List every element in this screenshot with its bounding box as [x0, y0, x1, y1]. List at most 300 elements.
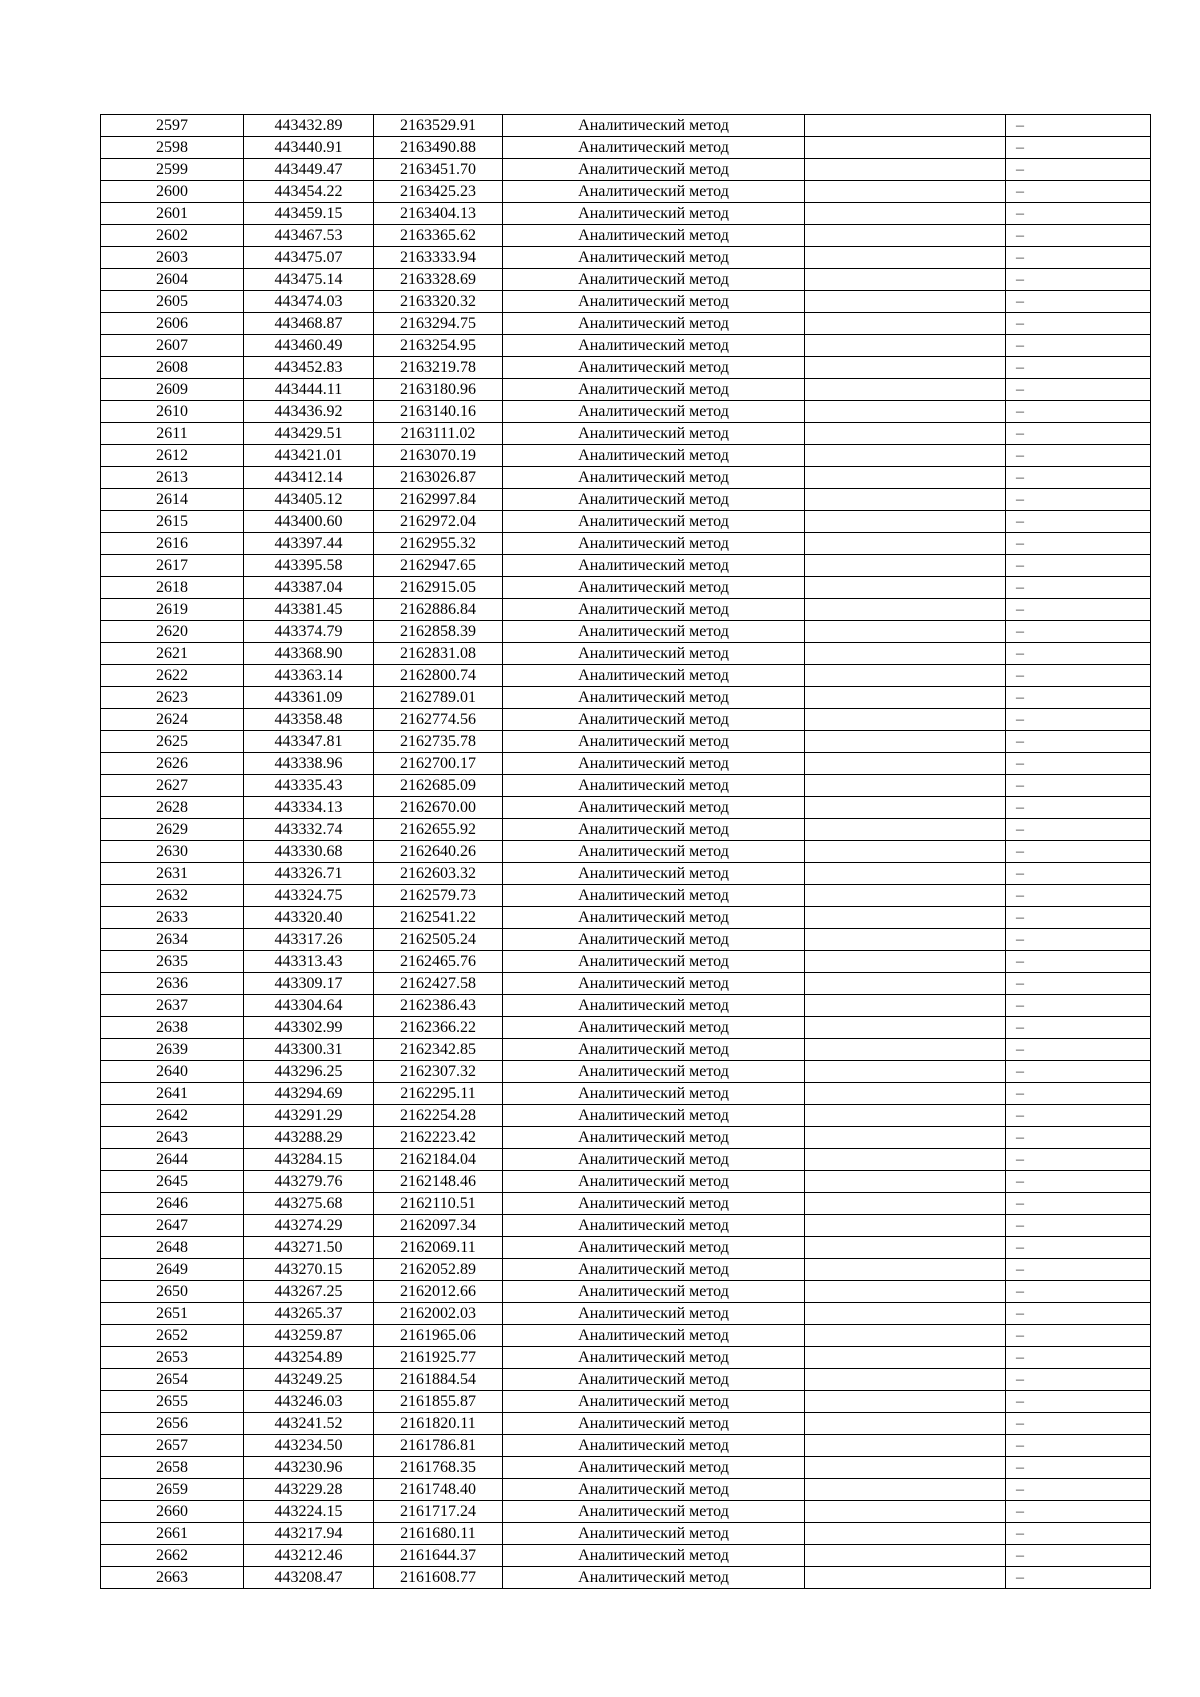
y-coordinate-cell: 2161965.06 [374, 1325, 503, 1347]
y-coordinate-cell: 2163333.94 [374, 247, 503, 269]
y-coordinate-cell: 2161748.40 [374, 1479, 503, 1501]
x-coordinate-cell: 443381.45 [244, 599, 374, 621]
point-number-cell: 2635 [101, 951, 244, 973]
y-coordinate-cell: 2163328.69 [374, 269, 503, 291]
x-coordinate-cell: 443436.92 [244, 401, 374, 423]
accuracy-cell [805, 1039, 1006, 1061]
point-number-cell: 2652 [101, 1325, 244, 1347]
method-cell: Аналитический метод [503, 1061, 805, 1083]
description-cell: – [1006, 423, 1151, 445]
point-number-cell: 2656 [101, 1413, 244, 1435]
table-row [101, 951, 1151, 973]
x-coordinate-cell: 443241.52 [244, 1413, 374, 1435]
method-cell: Аналитический метод [503, 863, 805, 885]
table-row [101, 929, 1151, 951]
x-coordinate-cell: 443271.50 [244, 1237, 374, 1259]
method-cell: Аналитический метод [503, 1105, 805, 1127]
accuracy-cell [805, 555, 1006, 577]
point-number-cell: 2630 [101, 841, 244, 863]
method-cell: Аналитический метод [503, 159, 805, 181]
accuracy-cell [805, 1083, 1006, 1105]
point-number-cell: 2617 [101, 555, 244, 577]
method-cell: Аналитический метод [503, 687, 805, 709]
method-cell: Аналитический метод [503, 291, 805, 313]
description-cell: – [1006, 489, 1151, 511]
accuracy-cell [805, 1127, 1006, 1149]
point-number-cell: 2654 [101, 1369, 244, 1391]
x-coordinate-cell: 443229.28 [244, 1479, 374, 1501]
table-row [101, 489, 1151, 511]
description-cell: – [1006, 313, 1151, 335]
y-coordinate-cell: 2162110.51 [374, 1193, 503, 1215]
accuracy-cell [805, 1369, 1006, 1391]
method-cell: Аналитический метод [503, 1347, 805, 1369]
accuracy-cell [805, 291, 1006, 313]
x-coordinate-cell: 443296.25 [244, 1061, 374, 1083]
accuracy-cell [805, 753, 1006, 775]
method-cell: Аналитический метод [503, 225, 805, 247]
point-number-cell: 2655 [101, 1391, 244, 1413]
description-cell: – [1006, 907, 1151, 929]
description-cell: – [1006, 1501, 1151, 1523]
accuracy-cell [805, 1567, 1006, 1589]
x-coordinate-cell: 443320.40 [244, 907, 374, 929]
x-coordinate-cell: 443444.11 [244, 379, 374, 401]
description-cell: – [1006, 1303, 1151, 1325]
method-cell: Аналитический метод [503, 1369, 805, 1391]
accuracy-cell [805, 1017, 1006, 1039]
accuracy-cell [805, 951, 1006, 973]
accuracy-cell [805, 115, 1006, 137]
point-number-cell: 2611 [101, 423, 244, 445]
y-coordinate-cell: 2163451.70 [374, 159, 503, 181]
x-coordinate-cell: 443454.22 [244, 181, 374, 203]
method-cell: Аналитический метод [503, 731, 805, 753]
method-cell: Аналитический метод [503, 1215, 805, 1237]
table-row [101, 1325, 1151, 1347]
method-cell: Аналитический метод [503, 467, 805, 489]
x-coordinate-cell: 443212.46 [244, 1545, 374, 1567]
table-row [101, 203, 1151, 225]
point-number-cell: 2602 [101, 225, 244, 247]
accuracy-cell [805, 203, 1006, 225]
method-cell: Аналитический метод [503, 1171, 805, 1193]
table-row [101, 753, 1151, 775]
table-row [101, 181, 1151, 203]
description-cell: – [1006, 181, 1151, 203]
table-row [101, 357, 1151, 379]
table-row [101, 1281, 1151, 1303]
table-row [101, 467, 1151, 489]
y-coordinate-cell: 2163254.95 [374, 335, 503, 357]
method-cell: Аналитический метод [503, 1457, 805, 1479]
point-number-cell: 2609 [101, 379, 244, 401]
table-row [101, 533, 1151, 555]
x-coordinate-cell: 443475.14 [244, 269, 374, 291]
x-coordinate-cell: 443405.12 [244, 489, 374, 511]
description-cell: – [1006, 577, 1151, 599]
x-coordinate-cell: 443302.99 [244, 1017, 374, 1039]
method-cell: Аналитический метод [503, 1435, 805, 1457]
y-coordinate-cell: 2162735.78 [374, 731, 503, 753]
table-row [101, 379, 1151, 401]
y-coordinate-cell: 2162640.26 [374, 841, 503, 863]
table-row [101, 907, 1151, 929]
y-coordinate-cell: 2161884.54 [374, 1369, 503, 1391]
y-coordinate-cell: 2162655.92 [374, 819, 503, 841]
point-number-cell: 2662 [101, 1545, 244, 1567]
description-cell: – [1006, 819, 1151, 841]
y-coordinate-cell: 2162254.28 [374, 1105, 503, 1127]
accuracy-cell [805, 995, 1006, 1017]
x-coordinate-cell: 443335.43 [244, 775, 374, 797]
point-number-cell: 2624 [101, 709, 244, 731]
accuracy-cell [805, 577, 1006, 599]
y-coordinate-cell: 2163026.87 [374, 467, 503, 489]
description-cell: – [1006, 115, 1151, 137]
point-number-cell: 2633 [101, 907, 244, 929]
x-coordinate-cell: 443330.68 [244, 841, 374, 863]
y-coordinate-cell: 2163365.62 [374, 225, 503, 247]
description-cell: – [1006, 643, 1151, 665]
accuracy-cell [805, 511, 1006, 533]
description-cell: – [1006, 1369, 1151, 1391]
point-number-cell: 2640 [101, 1061, 244, 1083]
y-coordinate-cell: 2162307.32 [374, 1061, 503, 1083]
x-coordinate-cell: 443234.50 [244, 1435, 374, 1457]
table-row [101, 797, 1151, 819]
x-coordinate-cell: 443313.43 [244, 951, 374, 973]
description-cell: – [1006, 753, 1151, 775]
point-number-cell: 2659 [101, 1479, 244, 1501]
table-row [101, 577, 1151, 599]
point-number-cell: 2623 [101, 687, 244, 709]
method-cell: Аналитический метод [503, 621, 805, 643]
table-row [101, 1435, 1151, 1457]
point-number-cell: 2657 [101, 1435, 244, 1457]
point-number-cell: 2616 [101, 533, 244, 555]
y-coordinate-cell: 2163219.78 [374, 357, 503, 379]
description-cell: – [1006, 1259, 1151, 1281]
description-cell: – [1006, 1171, 1151, 1193]
y-coordinate-cell: 2162579.73 [374, 885, 503, 907]
x-coordinate-cell: 443326.71 [244, 863, 374, 885]
x-coordinate-cell: 443274.29 [244, 1215, 374, 1237]
point-number-cell: 2620 [101, 621, 244, 643]
description-cell: – [1006, 1193, 1151, 1215]
table-row [101, 1127, 1151, 1149]
y-coordinate-cell: 2162886.84 [374, 599, 503, 621]
method-cell: Аналитический метод [503, 1127, 805, 1149]
table-row [101, 291, 1151, 313]
method-cell: Аналитический метод [503, 1083, 805, 1105]
method-cell: Аналитический метод [503, 555, 805, 577]
table-row [101, 599, 1151, 621]
coordinates-table-body [101, 115, 1151, 1589]
description-cell: – [1006, 357, 1151, 379]
description-cell: – [1006, 1237, 1151, 1259]
x-coordinate-cell: 443324.75 [244, 885, 374, 907]
x-coordinate-cell: 443208.47 [244, 1567, 374, 1589]
x-coordinate-cell: 443467.53 [244, 225, 374, 247]
accuracy-cell [805, 225, 1006, 247]
y-coordinate-cell: 2161608.77 [374, 1567, 503, 1589]
point-number-cell: 2598 [101, 137, 244, 159]
description-cell: – [1006, 599, 1151, 621]
x-coordinate-cell: 443332.74 [244, 819, 374, 841]
table-row [101, 1259, 1151, 1281]
point-number-cell: 2644 [101, 1149, 244, 1171]
description-cell: – [1006, 203, 1151, 225]
accuracy-cell [805, 841, 1006, 863]
point-number-cell: 2651 [101, 1303, 244, 1325]
y-coordinate-cell: 2162505.24 [374, 929, 503, 951]
table-row [101, 1149, 1151, 1171]
method-cell: Аналитический метод [503, 995, 805, 1017]
accuracy-cell [805, 1347, 1006, 1369]
x-coordinate-cell: 443259.87 [244, 1325, 374, 1347]
y-coordinate-cell: 2161855.87 [374, 1391, 503, 1413]
point-number-cell: 2634 [101, 929, 244, 951]
accuracy-cell [805, 731, 1006, 753]
accuracy-cell [805, 247, 1006, 269]
description-cell: – [1006, 1479, 1151, 1501]
point-number-cell: 2631 [101, 863, 244, 885]
table-row [101, 841, 1151, 863]
method-cell: Аналитический метод [503, 445, 805, 467]
y-coordinate-cell: 2162386.43 [374, 995, 503, 1017]
accuracy-cell [805, 1215, 1006, 1237]
method-cell: Аналитический метод [503, 1303, 805, 1325]
x-coordinate-cell: 443284.15 [244, 1149, 374, 1171]
point-number-cell: 2618 [101, 577, 244, 599]
method-cell: Аналитический метод [503, 1259, 805, 1281]
y-coordinate-cell: 2162097.34 [374, 1215, 503, 1237]
accuracy-cell [805, 709, 1006, 731]
method-cell: Аналитический метод [503, 643, 805, 665]
method-cell: Аналитический метод [503, 247, 805, 269]
description-cell: – [1006, 687, 1151, 709]
accuracy-cell [805, 1237, 1006, 1259]
y-coordinate-cell: 2162955.32 [374, 533, 503, 555]
x-coordinate-cell: 443363.14 [244, 665, 374, 687]
accuracy-cell [805, 1193, 1006, 1215]
y-coordinate-cell: 2162670.00 [374, 797, 503, 819]
point-number-cell: 2610 [101, 401, 244, 423]
accuracy-cell [805, 973, 1006, 995]
description-cell: – [1006, 291, 1151, 313]
x-coordinate-cell: 443421.01 [244, 445, 374, 467]
description-cell: – [1006, 731, 1151, 753]
accuracy-cell [805, 1501, 1006, 1523]
point-number-cell: 2626 [101, 753, 244, 775]
table-row [101, 643, 1151, 665]
accuracy-cell [805, 1171, 1006, 1193]
table-row [101, 1457, 1151, 1479]
description-cell: – [1006, 1457, 1151, 1479]
method-cell: Аналитический метод [503, 841, 805, 863]
description-cell: – [1006, 159, 1151, 181]
table-row [101, 863, 1151, 885]
accuracy-cell [805, 797, 1006, 819]
point-number-cell: 2614 [101, 489, 244, 511]
point-number-cell: 2600 [101, 181, 244, 203]
table-row [101, 1347, 1151, 1369]
accuracy-cell [805, 533, 1006, 555]
y-coordinate-cell: 2161717.24 [374, 1501, 503, 1523]
point-number-cell: 2604 [101, 269, 244, 291]
table-row [101, 423, 1151, 445]
description-cell: – [1006, 951, 1151, 973]
y-coordinate-cell: 2162858.39 [374, 621, 503, 643]
table-row [101, 555, 1151, 577]
accuracy-cell [805, 819, 1006, 841]
point-number-cell: 2645 [101, 1171, 244, 1193]
x-coordinate-cell: 443279.76 [244, 1171, 374, 1193]
point-number-cell: 2632 [101, 885, 244, 907]
method-cell: Аналитический метод [503, 1039, 805, 1061]
table-row [101, 973, 1151, 995]
accuracy-cell [805, 1325, 1006, 1347]
y-coordinate-cell: 2162789.01 [374, 687, 503, 709]
x-coordinate-cell: 443432.89 [244, 115, 374, 137]
point-number-cell: 2658 [101, 1457, 244, 1479]
method-cell: Аналитический метод [503, 335, 805, 357]
point-number-cell: 2653 [101, 1347, 244, 1369]
accuracy-cell [805, 467, 1006, 489]
description-cell: – [1006, 533, 1151, 555]
method-cell: Аналитический метод [503, 423, 805, 445]
table-row [101, 775, 1151, 797]
y-coordinate-cell: 2163529.91 [374, 115, 503, 137]
table-row [101, 1193, 1151, 1215]
point-number-cell: 2621 [101, 643, 244, 665]
y-coordinate-cell: 2163140.16 [374, 401, 503, 423]
method-cell: Аналитический метод [503, 1523, 805, 1545]
accuracy-cell [805, 335, 1006, 357]
x-coordinate-cell: 443468.87 [244, 313, 374, 335]
accuracy-cell [805, 929, 1006, 951]
x-coordinate-cell: 443449.47 [244, 159, 374, 181]
method-cell: Аналитический метод [503, 1193, 805, 1215]
point-number-cell: 2607 [101, 335, 244, 357]
description-cell: – [1006, 1545, 1151, 1567]
accuracy-cell [805, 1303, 1006, 1325]
table-row [101, 115, 1151, 137]
description-cell: – [1006, 1347, 1151, 1369]
table-row [101, 1567, 1151, 1589]
description-cell: – [1006, 379, 1151, 401]
accuracy-cell [805, 313, 1006, 335]
description-cell: – [1006, 885, 1151, 907]
table-row [101, 401, 1151, 423]
accuracy-cell [805, 489, 1006, 511]
y-coordinate-cell: 2161925.77 [374, 1347, 503, 1369]
description-cell: – [1006, 1391, 1151, 1413]
y-coordinate-cell: 2161820.11 [374, 1413, 503, 1435]
y-coordinate-cell: 2162603.32 [374, 863, 503, 885]
accuracy-cell [805, 863, 1006, 885]
point-number-cell: 2615 [101, 511, 244, 533]
method-cell: Аналитический метод [503, 401, 805, 423]
method-cell: Аналитический метод [503, 1237, 805, 1259]
table-row [101, 1061, 1151, 1083]
table-row [101, 511, 1151, 533]
description-cell: – [1006, 1567, 1151, 1589]
accuracy-cell [805, 1479, 1006, 1501]
point-number-cell: 2603 [101, 247, 244, 269]
method-cell: Аналитический метод [503, 973, 805, 995]
table-row [101, 709, 1151, 731]
table-row [101, 1501, 1151, 1523]
y-coordinate-cell: 2162972.04 [374, 511, 503, 533]
point-number-cell: 2628 [101, 797, 244, 819]
point-number-cell: 2639 [101, 1039, 244, 1061]
table-row [101, 1237, 1151, 1259]
x-coordinate-cell: 443452.83 [244, 357, 374, 379]
table-row [101, 1017, 1151, 1039]
description-cell: – [1006, 709, 1151, 731]
x-coordinate-cell: 443304.64 [244, 995, 374, 1017]
x-coordinate-cell: 443249.25 [244, 1369, 374, 1391]
accuracy-cell [805, 621, 1006, 643]
accuracy-cell [805, 1061, 1006, 1083]
table-row [101, 1413, 1151, 1435]
table-row [101, 621, 1151, 643]
x-coordinate-cell: 443267.25 [244, 1281, 374, 1303]
point-number-cell: 2643 [101, 1127, 244, 1149]
y-coordinate-cell: 2161680.11 [374, 1523, 503, 1545]
accuracy-cell [805, 907, 1006, 929]
x-coordinate-cell: 443429.51 [244, 423, 374, 445]
description-cell: – [1006, 929, 1151, 951]
table-row [101, 1215, 1151, 1237]
method-cell: Аналитический метод [503, 379, 805, 401]
table-row [101, 225, 1151, 247]
table-row [101, 1523, 1151, 1545]
y-coordinate-cell: 2162148.46 [374, 1171, 503, 1193]
table-row [101, 1105, 1151, 1127]
point-number-cell: 2625 [101, 731, 244, 753]
accuracy-cell [805, 137, 1006, 159]
point-number-cell: 2660 [101, 1501, 244, 1523]
x-coordinate-cell: 443368.90 [244, 643, 374, 665]
accuracy-cell [805, 423, 1006, 445]
method-cell: Аналитический метод [503, 907, 805, 929]
accuracy-cell [805, 775, 1006, 797]
description-cell: – [1006, 1083, 1151, 1105]
table-row [101, 1303, 1151, 1325]
description-cell: – [1006, 995, 1151, 1017]
point-number-cell: 2608 [101, 357, 244, 379]
point-number-cell: 2641 [101, 1083, 244, 1105]
table-row [101, 1171, 1151, 1193]
y-coordinate-cell: 2163490.88 [374, 137, 503, 159]
y-coordinate-cell: 2162465.76 [374, 951, 503, 973]
y-coordinate-cell: 2162366.22 [374, 1017, 503, 1039]
table-row [101, 1545, 1151, 1567]
description-cell: – [1006, 1413, 1151, 1435]
x-coordinate-cell: 443400.60 [244, 511, 374, 533]
x-coordinate-cell: 443224.15 [244, 1501, 374, 1523]
x-coordinate-cell: 443334.13 [244, 797, 374, 819]
accuracy-cell [805, 1435, 1006, 1457]
y-coordinate-cell: 2162685.09 [374, 775, 503, 797]
method-cell: Аналитический метод [503, 951, 805, 973]
method-cell: Аналитический метод [503, 357, 805, 379]
point-number-cell: 2622 [101, 665, 244, 687]
accuracy-cell [805, 885, 1006, 907]
